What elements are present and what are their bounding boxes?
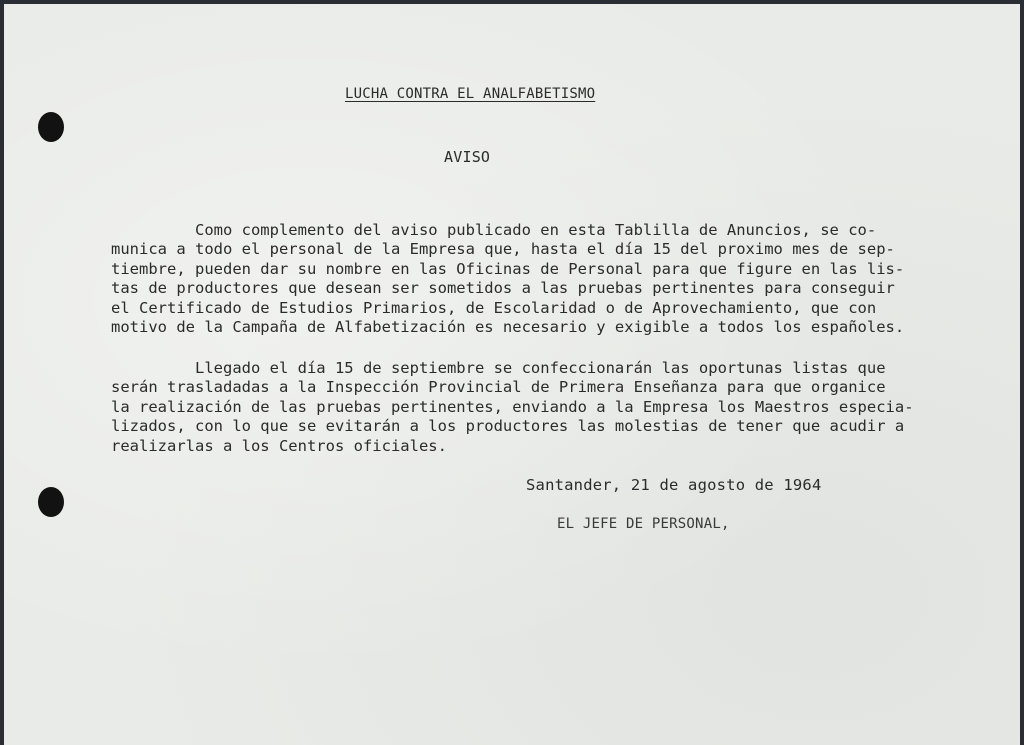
paragraph-1-line-6: motivo de la Campaña de Alfabetización es necesario y exigible a todos los españoles. <box>111 317 905 336</box>
place-date: Santander, 21 de agosto de 1964 <box>526 476 822 494</box>
document-title: LUCHA CONTRA EL ANALFABETISMO <box>345 86 596 102</box>
paragraph-1 <box>111 221 961 337</box>
paragraph-1-line-5: el Certificado de Estudios Primarios, de Escolaridad o de Aprovechamiento, que con <box>111 298 877 317</box>
paragraph-2-line-1: Llegado el día 15 de septiembre se confeccionarán las oportunas listas que <box>111 359 886 377</box>
document-subtitle: AVISO <box>444 148 491 166</box>
paragraph-2-line-2: serán trasladadas a la Inspección Provincial de Primera Enseñanza para que organice <box>111 378 886 397</box>
paragraph-1-line-1: Como complemento del aviso publicado en esta Tablilla de Anuncios, se co- <box>111 221 877 239</box>
punch-hole-bottom <box>38 487 64 517</box>
paragraph-1-line-2: munica a todo el personal de la Empresa que, hasta el día 15 del proximo mes de sep- <box>111 240 895 259</box>
paragraph-1-line-3: tiembre, pueden dar su nombre en las Oficinas de Personal para que figure en las lis- <box>111 259 905 278</box>
punch-hole-top <box>38 112 64 142</box>
paragraph-2-line-4: lizados, con lo que se evitarán a los productores las molestias de tener que acudir a <box>111 417 905 436</box>
paragraph-2 <box>111 359 961 456</box>
paragraph-2-line-5: realizarlas a los Centros oficiales. <box>111 436 447 455</box>
signature: EL JEFE DE PERSONAL, <box>557 516 730 532</box>
paragraph-2-line-3: la realización de las pruebas pertinentes, enviando a la Empresa los Maestros especia- <box>111 397 914 416</box>
document-page <box>4 4 1020 745</box>
paragraph-1-line-4: tas de productores que desean ser sometidos a las pruebas pertinentes para conseguir <box>111 279 895 298</box>
